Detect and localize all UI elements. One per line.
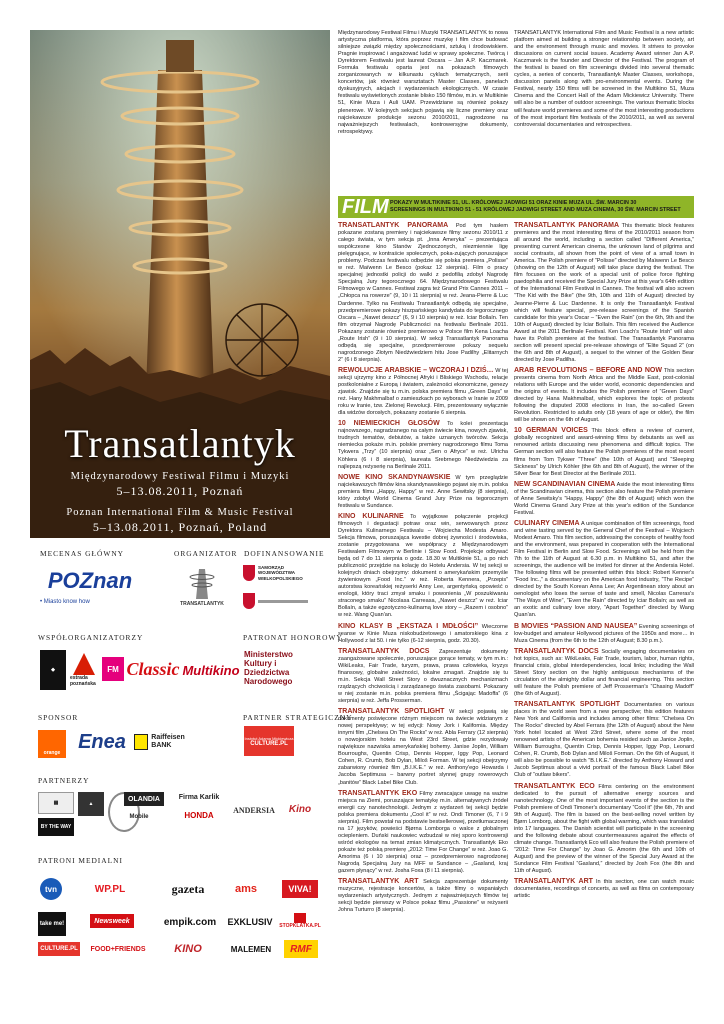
section-heading: TRANSATLANTYK ECO bbox=[514, 782, 595, 790]
section-text: Wieczorne seanse w Kinie Muza niskobudżetowego i amatorskiego kina z Hollywood z lat 50. i nie tylko (6-12 sierpnia, godz. 20.30). bbox=[338, 623, 508, 644]
clapper-icon bbox=[294, 913, 306, 923]
program-section bbox=[514, 878, 694, 900]
partner-logo-1: ▦ bbox=[38, 792, 74, 814]
heading-strategic: PARTNER STRATEGICZNY bbox=[243, 713, 353, 722]
section-text: Evening screenings of low-budget and amateur Hollywood pictures of the 1950s and more… in Muza Cinema (from the 6th to the 12th of August; 8.30 p.m.). bbox=[514, 623, 694, 644]
estrada-logo bbox=[70, 650, 98, 690]
fine-print-line bbox=[258, 600, 308, 603]
poznan-tagline: • Miasto know how bbox=[40, 599, 90, 605]
section-heading: TRANSATLANTYK ART bbox=[338, 878, 419, 886]
section-heading: B MOVIES “PASSION AND NAUSEA” bbox=[514, 622, 638, 630]
section-heading: KINO KULINARNE bbox=[338, 512, 404, 520]
section-heading: TRANSATLANTYK DOCS bbox=[514, 647, 599, 655]
section-heading: NEW SCANDINAVIAN CINEMA bbox=[514, 480, 616, 488]
section-heading: TRANSATLANTYK ART bbox=[514, 878, 593, 886]
program-section bbox=[338, 648, 508, 705]
heading-media: PATRONI MEDIALNI bbox=[38, 856, 123, 865]
section-text: This thematic block features premieres and the most interesting films of the 2010/2011 season from all around the world, including a section called “Different America,” presenting current American cinema, the unknown land of pilgrims and social contrasts, all shown from the point of view of a small town in America. The Polish premiere of “Polisse” directed by Maïwenn Le Besco (showing on the 12th of August) will take place during the festival. The film focuses on the work of a special unit of police force fighting paedophilia and received the Special Jury Prize at this year's 64th edition of the International Film Festival in Cannes. The festival will also screen “The Kid with the Bike” (the 9th, 10th and 11th of August) directed by Jeanne-Pierre & Luc Dardenne. It is only the Transatlantyk Festival which will feature special, pre-release screenings of the Spanish candidate for this year's Oscar – “Even the Rain” (on the 6th, 9th and the 10th of August) directed by Iciar Bollaín. This film received the Audience Award at the 2011 Berlinale Festival. Ken Loach's “Route Irish” will also have its Polish premiere at the festival. The Transatlantyk Panorama section will present special pre-release showings of “Elite Squad 2” (on the 6th and 8th of August), a sequel to the winner of the Golden Bear directed by Jose Padilha. bbox=[514, 223, 694, 363]
viva-logo: VIVA! bbox=[282, 880, 318, 898]
food-friends-logo: FOOD+FRIENDS bbox=[90, 945, 146, 953]
program-section bbox=[514, 648, 694, 698]
program-polish bbox=[338, 222, 508, 1012]
wielkopolska-text: SAMORZĄD WOJEWÓDZTWA WIELKOPOLSKIEGO bbox=[258, 564, 303, 581]
heading-partners: PARTNERZY bbox=[38, 776, 90, 785]
section-text: Socially engaging documentaries on hot topics, such as: WikiLeaks, Fair Trade, tourism, labor, human rights, financial crisis, global interdependencies, local links; including the Wall Street Story section on the highly ambiguous mechanisms of the circulation of the almighty dollar and financial engineering. This section will feature the Polish premiere of Jeff Prosserman's “Chasing Madoff” (the 6th of August). bbox=[514, 648, 694, 697]
ministry-culture-logo: Ministerstwo Kultury i Dziedzictwa Narodowego bbox=[244, 650, 293, 686]
program-section bbox=[338, 513, 508, 620]
festival-poster bbox=[30, 30, 330, 538]
section-text: W tej sekcji ujrzymy kino z Północnej Afryki i Bliskiego Wschodu, relacje postkolonialne z Europą i światem, zależności ekonomiczne, genezy zjawisk. Znajdzie się tu m.in. polska premiera filmu „Green Days” w reż. Hany Makhmalbaf o zamieszkach po wyborach w Iranie w 2009 roku w Iranie, tzw. Zielonej Rewolucji. Film, prezentowany wyłącznie dla widzów dorosłych, pokazany zostanie 6 sierpnia. bbox=[338, 367, 508, 417]
section-heading: TRANSATLANTYK EKO bbox=[338, 789, 418, 797]
empik-logo: empik.com bbox=[163, 916, 217, 928]
section-text: Filmy zwracające uwagę na ważne miejsca na Ziemi, poruszające tematykę m.in. alternatywnych źródeł energii czy nanotechnologii. Jednym z wydarzeń tej sekcji będzie polska premiera dokumentu „Cool it” w reż. Ondi Timoner (6, 7 i 9 sierpnia). Film powstał na podstawie bestsellerowej, przetłumaczonej na 17 języków, powieści Bjørna Lomborga o walce z globalnym ociepleniem. Duński naukowiec wzbudzał w niej sporo kontrowersji wśród ekologów na temat zmian klimatycznych. Transatlantyk Eko pokaże też polską premierę „2012: Time For Change” w reż. Joao G. Amorima (6 i 10 sierpnia) oraz – przedpremierowo nagrodzonej Nagrodą Specjalną Jury na MFF w Sundance – „Gasland, kraj gazem płynący” w reż. Josha Foxa (8 i 11 sierpnia). bbox=[338, 790, 508, 875]
honda-logo: HONDA bbox=[184, 810, 214, 820]
film-section-banner bbox=[338, 196, 694, 218]
section-heading: REWOLUCJE ARABSKIE – WCZORAJ I DZIŚ… bbox=[338, 366, 494, 374]
wielkopolska-logo bbox=[243, 562, 313, 584]
section-text: W tym przeglądzie najciekawszych filmów kina skandynawskiego pojawi się m.in. polska premiera filmu „Happy, Happy” w reż. Anne Sewitsky (8 sierpnia), który zdobył World Cinema Grand Jury Prize na tegorocznym festiwalu w Sundance. bbox=[338, 474, 508, 509]
heading-honorary: PATRONAT HONOROWY bbox=[243, 633, 343, 642]
poznan-logo: POZnan bbox=[47, 568, 133, 593]
partner-logo-by-the-way: BY THE WAY bbox=[38, 818, 74, 836]
program-section bbox=[338, 708, 508, 787]
program-section bbox=[338, 222, 508, 364]
section-text: To wyjątkowe połączenie projekcji filmowych i degustacji potraw oraz win, serwowanych przez Dyrektora Kulinarnego Festiwalu – Wojciecha Modesta Amaro. Sekcja filmowa, poruszająca kwestie dobrej żywności i środowiska, zostanie przygotowana we współpracy z Międzynarodowym Festiwalem Filmowym w Berlinie i Slow Food. Projekcje odbywać będą od 7 do 11 sierpnia o godz. 18.30 w Multikinie 51, a po nich publiczność przejdzie na kolację do Hotelu Andersia. W tej sekcji w kolejnych dniach obejrzymy: dokument o amerykańskim przemyśle żywieniowym „Food Inc.” w reż. Roberta Kennera, „Przepis” autorstwa koreańskiej reżyserki Anny Lee, argentyńską opowieść o enologii, który traci zmysł smaku i powonienia „W poszukiwaniu straconego smaku” Nicolasa Carreasa, „Nawet deszcz” w reż. Iciar Bollaín, a także egzotyczno-kulinarną love story – „Razem i osobno” w reż. Wang Quan'an. bbox=[338, 513, 508, 619]
estrada-triangle-icon bbox=[73, 653, 95, 675]
section-text: Films centering on the environment dedicated to the pursuit of alternative energy sources and nanotechnology. One of the most important events of the section is the Polish premiere of Ondi Timoner's documentary “Cool it” (the 6th, 7th and 9th of August). The film is based on the best-selling novel written by Bjørn Lomborg, about the fight with global warming, which was translated into 17 languages. The Danish scientist will participate in the screening and the following debate about countermeasures against the effects of climate change. Transatlantyk Eco will also feature the Polish premiere of “2012: Time For Change” by Joao G. Amorim (the 6th and 10th of August) and the preview of the winner of the Special Jury Award at the Sundance Film Festival “Gasland,” directed by Josh Fox (the 8th and 11th of August). bbox=[514, 783, 694, 875]
heading-sponsor: SPONSOR bbox=[38, 713, 79, 722]
section-heading: CULINARY CINEMA bbox=[514, 519, 580, 527]
film-venue-info bbox=[390, 200, 694, 214]
poster-subtitle-pl: Międzynarodowy Festiwal Filmu i Muzyki bbox=[70, 471, 290, 482]
partner-logo-2: ▲ bbox=[78, 792, 104, 816]
section-heading: TRANSATLANTYK SPOTLIGHT bbox=[514, 701, 620, 708]
section-heading: TRANSATLANTYK PANORAMA bbox=[338, 222, 449, 229]
section-text: In this section, one can watch music documentaries, recordings of concerts, as well as films on contemporary artistic bbox=[514, 879, 694, 900]
section-text: Documentaries on various places in the world seen from a new perspective; this edition features New York and California and includes among other films: “Chelsea On The Rocks” directed by Abel Ferrara (the 12th of August) about the New York hotel located at West 23rd Street, where some of the most renowned artists of the American bohemia resided such as Janice Joplin, William Burroughs, Quentin Crisp, Dennis Hopper, Iggy Pop, Leonard Cohen, R. Crumb, Bob Dylan and Miloš Forman. On the 6th of August, it will also be possible to watch “B.I.K.E.” directed by Anthony Howard and Jacob Septimus about a vivid portrait of the famous Black Label Bike Club of “outlaw bikers”. bbox=[514, 702, 694, 779]
section-heading: ARAB REVOLUTIONS – BEFORE AND NOW bbox=[514, 366, 662, 374]
section-heading: TRANSATLANTYK DOCS bbox=[338, 647, 430, 655]
take-me-logo: take me! bbox=[38, 912, 66, 936]
program-section bbox=[514, 367, 694, 424]
program-section bbox=[514, 520, 694, 620]
kino-partner-logo: Kino bbox=[288, 803, 312, 815]
heading-main-patron: MECENAS GŁÓWNY bbox=[40, 549, 125, 558]
program-section bbox=[514, 222, 694, 364]
transatlantyk-tower-icon bbox=[185, 567, 219, 601]
rmf-logo: RMF bbox=[284, 940, 318, 958]
raiffeisen-gable-icon bbox=[134, 734, 148, 750]
section-text: This block offers a review of current, globally recognized and award-winning films by debutants as well as renowned artists discussing new phenomena and difficult topics. The German section will also feature the Polish premieres of the most recent films from Tom Tykwer “Three” (the 10th of August) and “Sleeping Sickness” by Ulrich Köhler (the 6th and 8th of August), the winner of the Silver Bear for Best Director at the Berlinale 2011. bbox=[514, 428, 694, 477]
program-section bbox=[338, 790, 508, 876]
coorganizer-badge-icon: ◆ bbox=[51, 667, 55, 673]
program-section bbox=[338, 474, 508, 510]
section-text: This section presents cinema from North Africa and the Middle East, post-colonial relations with Europe and the wider world, economic dependencies and the origins of events. It includes the Polish premiere of “Green Days” directed by Hana Makhmalbaf, which explores the topic of protests following the disputed 2008 elections in Iran, the so-called Green Revolution. Restricted to adults only (18 years of age or older), the film will be shown on the 6th of August. bbox=[514, 367, 694, 424]
malemen-logo: MALEMEN bbox=[230, 944, 272, 954]
fm-logo: FM bbox=[102, 657, 124, 681]
section-text: Sekcja zaprezentuje dokumenty muzyczne, rejestracje koncertów, a także filmy o wspaniałych wydarzeniach artystycznych. Jednym z najważniejszych filmów tej sekcji będzie pierwszy w Polsce pokaz filmu „Passione” w reżyserii Johna Turturro (8 sierpnia). bbox=[338, 879, 508, 914]
heading-organizer: ORGANIZATOR bbox=[174, 549, 238, 558]
culture-pl-name: CULTURE.PL bbox=[250, 740, 288, 747]
film-venue-pl: POKAZY W MULTIKINIE 51, UL. KRÓLOWEJ JADWIGI 51 ORAZ KINIE MUZA UL. ŚW. MARCIN 30 bbox=[390, 200, 637, 206]
intro-polish: Międzynarodowy Festiwal Filmu i Muzyki TRANSATLANTYK to nowa artystyczna platforma, która poprzez muzykę i film chce budować silniejsze związki między społecznościami, sztuką i środowiskiem. Pragnie inspirować i angażować ludzi w sprawy społeczne. Twórcą i Dyrektorem Festiwalu jest laureat Oscara – Jan A.P. Kaczmarek. Formuła festiwalu oparta jest na pokazach filmowych zorganizowanych w kilkunastu cyklach tematycznych, serii koncertów, jak również warsztatach Master Classes, panelach dyskusyjnych, akcjach i wydarzeniach ekologicznych. W czasie festiwalu wyświetlonych zostanie blisko 150 filmów, m.in. w Multikinie 51, Kinie Muza i Auli UAM. Przewidziane są również pokazy plenerowe. W kolejnych sekcjach pojawią się liczne premiery oraz najciekawsze produkcje sezonu 2010/2011, nagrodzone na najważniejszych festiwalach, kontrowersyjne dokumenty, retrospektywy. bbox=[338, 30, 508, 135]
program-section bbox=[514, 481, 694, 517]
ams-logo: ams bbox=[234, 883, 258, 895]
heading-cofunding: DOFINANSOWANIE bbox=[244, 549, 325, 558]
film-venue-en: SCREENINGS IN MULTIKINO 51 - 51 KRÓLOWEJ JADWIGI STREET AND MUZA CINEMA, 30 ŚW. MARCIN STREET bbox=[390, 207, 681, 213]
section-heading: 10 GERMAN VOICES bbox=[514, 427, 588, 435]
olandia-logo: OLANDIA bbox=[124, 792, 164, 806]
poster-dates-en: 5–13.08.2011, Poznań, Poland bbox=[92, 520, 268, 534]
culture-pl-logo bbox=[244, 726, 294, 756]
section-heading: TRANSATLANTYK SPOTLIGHT bbox=[338, 708, 445, 716]
poster-dates-pl: 5–13.08.2011, Poznań bbox=[116, 484, 244, 498]
program-english bbox=[514, 222, 694, 1012]
program-section bbox=[338, 878, 508, 914]
raiffeisen-logo bbox=[134, 728, 200, 756]
section-text: W sekcji pojawią się dokumenty poświęcone różnym miejscom na świecie widzianym z nowej perspektywy; w tej edycji: Nowy Jork i Kalifornia. Między innymi film „Chelsea On The Rocks” w reż. Abla Ferrary (12 sierpnia) o nowojorskim hotelu na West 23rd Street, gdzie rezydowały największe nazwiska amerykańskiej bohemy. Janise Joplin, William Bourroughs, Quentin Crisp, Dennis Hopper, Iggy Pop, Leonard Cohen, R. Crumb, Bob Dylan, Miloš Forman. W tej sekcji obejrzymy zabarwiony również film „B.I.K.E.” w reż. Anthony'ego Howarda i Jacoba Septimusa – barwny portret slynnej grupy rowerowych „banitów” Black Label Bike Club. bbox=[338, 709, 508, 786]
eu-fund-logo bbox=[243, 590, 313, 612]
program-section bbox=[514, 623, 694, 645]
partner-logo-mobile: Mobile bbox=[129, 814, 149, 820]
enea-logo: Enea bbox=[78, 730, 126, 753]
eagle-shield-icon bbox=[243, 565, 255, 581]
section-text: Zaprezentuje dokumenty zaangażowane społecznie, poruszające gorące tematy, w tym m.in.: WikiLeaks, Fair Trade, turyzm, prawa, prawa człowieka, kryzys finansowy, globalne zależności, lokalne zmagań. Znajdzie się tu m.in. Sekcja Wall Street Story o dwuznacznych mechanizmach rządzących chciwością i zarządzanego świata zasobami. Pokazany w niej zostanie m.in. polska premiera filmu „Ścigając Madoffa” (6 sierpnia) w reż. Jeffa Prosserman. bbox=[338, 648, 508, 704]
intro-english: TRANSATLANTYK International Film and Music Festival is a new artistic platform aimed at building a stronger relationship between society, art and the environment through music and movies. It strives to provoke discussions on current social issues. Academy Award winner Jan A.P. Kaczmarek is the founder and Director of the Festival. The program of the festival is based on film screenings divided into several thematic cycles, a series of concerts, Transatlantyk Master Classes, workshops, discussion panels along with pro-environmental events. During the Festival, nearly 150 films will be screened in the Multikino 51, Muza Cinema and the Concert Hall of the Adam Mickiewicz University. There will also be a number of outdoor screenings. The various thematic blocks will feature world premieres and some of the most interesting productions of the most important film festivals of the 2010/2011, as well as several controversial documentaries and retrospectives. bbox=[514, 30, 694, 128]
film-label: FILM bbox=[342, 195, 389, 218]
culture-pl-media-logo: CULTURE.PL bbox=[38, 942, 80, 956]
newsweek-logo: Newsweek bbox=[90, 914, 134, 928]
firma-karlik-logo: Firma Karlik bbox=[178, 793, 220, 801]
section-text: Pod tym hasłem pokazane zostaną premiery i najciekawsze filmy sezonu 2010/11 z całego świata, w tym sekcja pt. „Inna Ameryka” – prezentująca współczesne kino Stanów Zjednoczonych, niezmiennie ligę pielęgnujące, w kontraście społecznych, poka-zujących poruszające problemy. Podczas festiwalu odbędzie się polska premiera „Polisse” w reż. Maïwenn Le Besco (pokaz 12 sierpnia). Film o pracy specjalnej jednostki policji do walki z pedofilią zdobył Nagrodę Specjalną Jury tegorocznego 64. Międzynarodowego Festiwalu Filmowego w Cannes. Festiwal zagra też Grand Prix Cannes 2011 – „Chłopca na rowerze” (9, 10 i 11 sierpnia) w reż. Jeana-Pierre & Luc Dardenne. Tylko na Festiwalu Transatlantyk odbędą się specjalne, przedpremierowe pokazy hiszpańskiego kandydata do tegorocznego Oscara – „Nawet deszcz” (6, 9 i 10 sierpnia) w reż. Iciar Bollaín. Ten film otrzymał Nagrodę Publiczności na festiwalu Berlinale 2011. Pokazany zostanie również premierowo w Polsce film Kena Loacha „Route Irish” (9 i 10 sierpnia). W sekcji Transatlantyk Panorama odbędą się specjalne, przedpremierowe pokazy sequelu nagrodzonego Złotym Niedźwiedziem hitu Jose Padilhy „Elitarnych 2” (6 i 8 sierpnia). bbox=[338, 223, 508, 363]
multikino-logo: Multikino bbox=[182, 662, 240, 678]
wp-logo: WP.PL bbox=[94, 883, 126, 895]
kino-magazine-logo: KINO bbox=[174, 943, 202, 955]
section-heading: 10 NIEMIECKICH GŁOSÓW bbox=[338, 420, 440, 428]
poster-subtitle-en: Poznan International Film & Music Festival bbox=[66, 507, 294, 518]
program-section bbox=[514, 783, 694, 876]
program-section bbox=[338, 623, 508, 645]
tvn-logo: tvn bbox=[40, 878, 62, 900]
culture-pl-caption: Instytut Adama Mickiewicza bbox=[244, 735, 294, 741]
coorganizer-badge-logo bbox=[40, 650, 66, 690]
poster-title: Transatlantyk bbox=[64, 421, 296, 466]
radio-classic-logo: Classic bbox=[126, 658, 180, 679]
stopklatka-logo bbox=[279, 910, 321, 932]
estrada-name: estrada poznańska bbox=[70, 675, 96, 687]
andersia-logo: ANDERSIA bbox=[233, 805, 275, 815]
program-section bbox=[338, 367, 508, 417]
organizer-name: TRANSATLANTYK bbox=[180, 601, 224, 607]
section-text: Aside the most interesting films of the Scandinavian cinema, this section also feature the Polish premiere of Anne Sewitsky's “Happy, Happy” (the 8th of August) which won the World Cinema Grand Jury Prize at this year's edition of the Sundance Festival. bbox=[514, 481, 694, 516]
program-section bbox=[514, 427, 694, 477]
stopklatka-name: STOPKLATKA.PL bbox=[279, 923, 321, 929]
eagle-shield-icon bbox=[243, 593, 255, 609]
program-section bbox=[338, 420, 508, 470]
gazeta-logo: gazeta bbox=[171, 881, 205, 896]
orange-logo: orange bbox=[38, 730, 66, 758]
section-text: To kolei prezentacja najnowszego, nagradzanego na całym świecie kina, nowych zjawisk, trudnych tematów, debiutów, a także uznanych twórców. Sekcja niemiecka pokaże m.in. polskie premiery nagrodzonego filmu Toma Tykwera „Trzy” (10 sierpnia) oraz „Sen o Afryce” w reż. Ulricha Köhlera (6 i 8 sierpnia), laureata Srebrnego Niedźwiedzia za najlepszą reżyserię na Berlinale 2011. bbox=[338, 421, 508, 470]
section-heading: KINO KLASY B „EKSTAZA I MDŁOŚCI” bbox=[338, 622, 479, 630]
raiffeisen-name: Raiffeisen BANK bbox=[151, 734, 185, 749]
heading-coorganizers: WSPÓŁORGANIZATORZY bbox=[38, 633, 144, 642]
exklusiv-logo: EXKLUSIV bbox=[227, 917, 273, 927]
program-section bbox=[514, 701, 694, 780]
organizer-logo bbox=[172, 562, 232, 612]
section-heading: TRANSATLANTYK PANORAMA bbox=[514, 222, 620, 229]
section-text: A unique combination of film screenings, food and wine tasting served by the General Chef of the Festival – Wojciech Modest Amaro. This film section, addressing the concepts of healthy food and the environment, was prepared in cooperation with the International Film Festival in Berlin and Slow Food. Screenings will be held from the 7th to the 11th of August at 6.30 p.m. in Multikino 51, and after the screenings, the audience will be invited for dinner at the Andersia Hotel. The following films will be presented within this block: Robert Kenner's “Food Inc.,” a documentary on the American food industry, “The Recipe” directed by the South Korean Anna Lee; An Argentinean story about an oenologist who loses the sense of taste and smell, Nicolas Carreras's “The Ways of Wine”, “Even the Rain” directed by Iciar Bollaín; as well as an exotic and culinary love story, “Apart Together” directed by Wang Quan'an. bbox=[514, 520, 694, 619]
section-heading: NOWE KINO SKANDYNAWSKIE bbox=[338, 473, 451, 481]
